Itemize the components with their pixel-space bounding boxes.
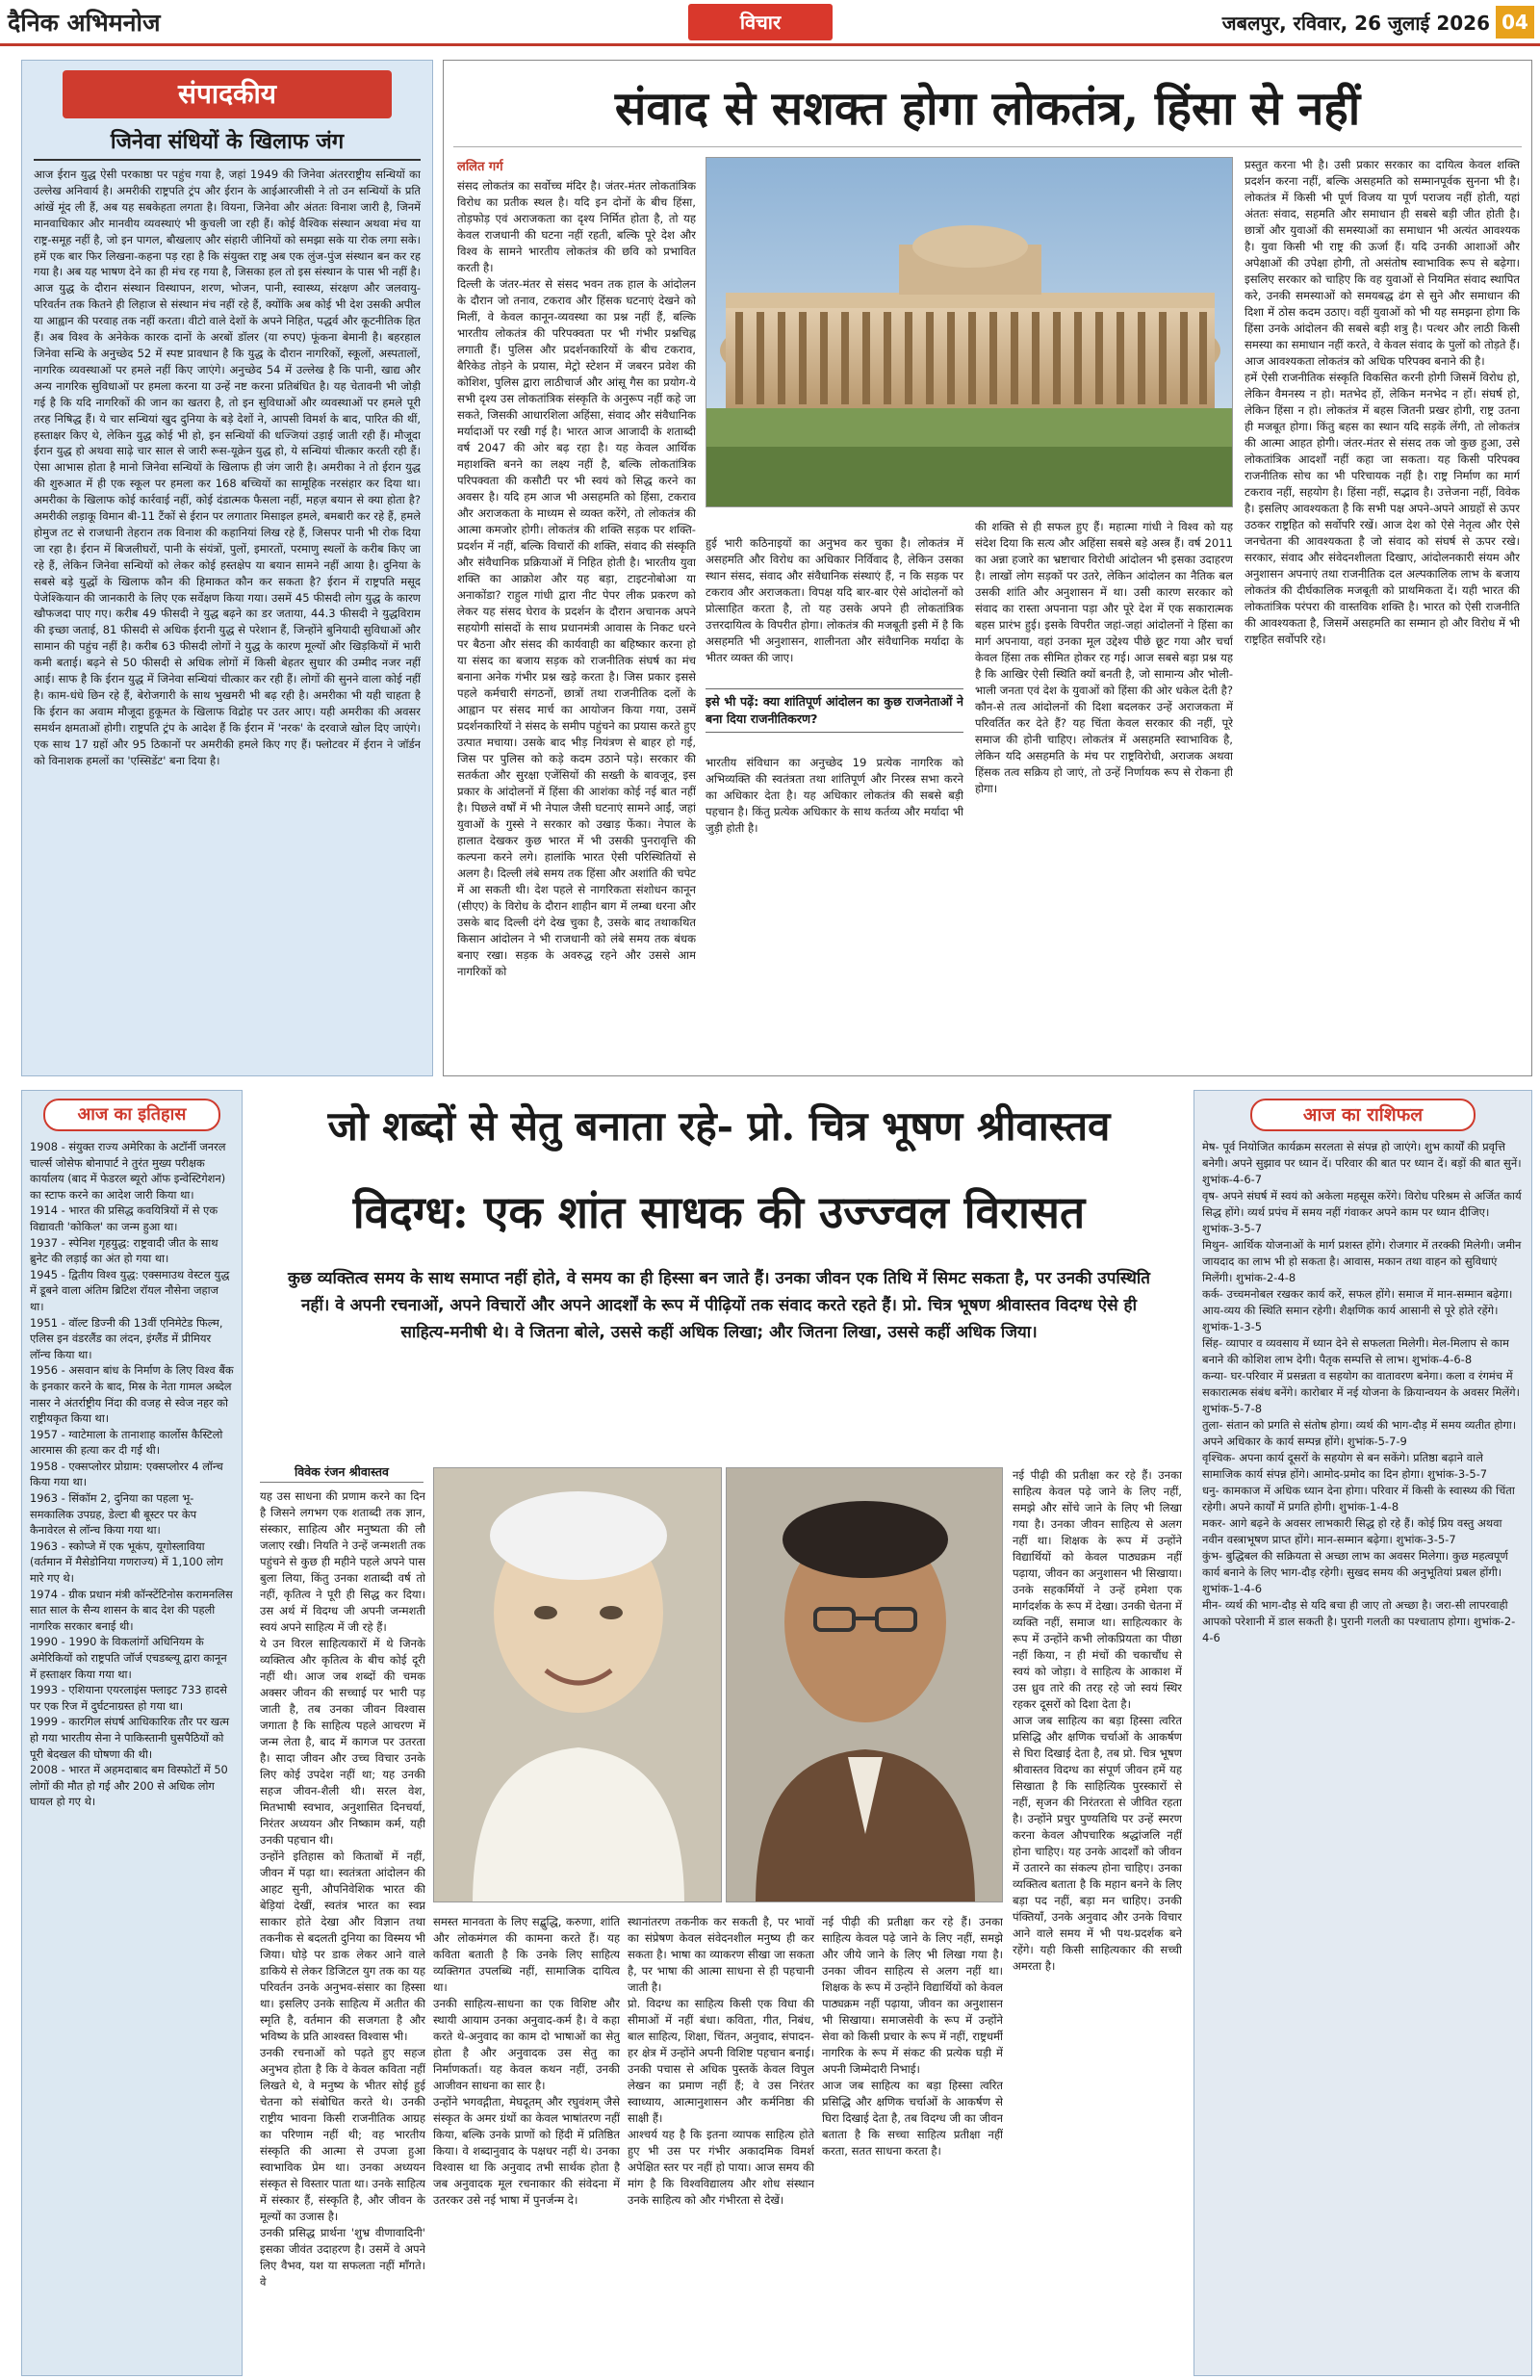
section-tab: विचार xyxy=(688,4,833,40)
feature-subheadline: विदग्ध: एक शांत साधक की उज्ज्वल विरासत xyxy=(352,1186,1086,1238)
lead-column: संसद लोकतंत्र का सर्वोच्च मंदिर है। जंतर-मंतर लोकतांत्रिक विरोध का प्रतीक स्थल है। यदि इन दोनों के बीच हिंसा, तोड़फोड़ एवं अराजकता का दृश्य निर्मित होता है, तो यह केवल राजधानी की घटना नहीं रहती, बल्कि पूरे देश और विश्व के सामने भारतीय लोकतंत्र की छवि को प्रभावित करती है। दिल्ली के जंतर-मंतर से संसद भवन तक हाल के आंदोलन के दौरान जो तनाव, टकराव और हिंसक घटनाएं देखने को मिलीं, वे केवल कानून-व्यवस्था का प्रश्न नहीं हैं, बल्कि भारतीय लोकतंत्र की परिपक्वता पर भी गंभीर प्रश्नचिह्न लगाती हैं। पुलिस और प्रदर्शनकारियों के बीच टकराव, बैरिकेड तोड़ने के प्रयास, मेट्रो स्टेशन में जबरन प्रवेश की कोशिश, पुलिस द्वारा लाठीचार्ज और आंसू गैस का प्रयोग-ये सभी दृश्य उस लोकतांत्रिक संस्कृति के अनुरूप नहीं कहे जा सकते, जिसकी आधारशिला अहिंसा, संवाद और संवैधानिक मर्यादाओं पर रखी गई है। भारत आज आजादी के शताब्दी वर्ष 2047 की ओर बढ़ रहा है। यह केवल आर्थिक महाशक्ति बनने का लक्ष्य नहीं है, बल्कि लोकतांत्रिक परिपक्वता की कसौटी पर भी स्वयं को सिद्ध करने का अवसर है। यदि हम आज भी असहमति को हिंसा, टकराव और अराजकता के माध्यम से व्यक्त करेंगे, तो लोकतंत्र की आत्मा कमजोर होगी। लोकतंत्र की शक्ति सड़क पर शक्ति-प्रदर्शन में नहीं, बल्कि विचारों की शक्ति, संवाद की संस्कृति और संवैधानिक प्रक्रियाओं में निहित होती है। भारतीय युवा शक्ति का आक्रोश और यह बड़ा, टाइटनोबोआ या अनाकोंडा? राहुल गांधी द्वारा नीट पेपर लीक प्रकरण को लेकर यह संसद घेराव के प्रदर्शन के दौरान अचानक अपने सहयोगी सांसदों के साथ प्रधानमंत्री आवास के निकट धरने पर बैठना और संसद की कार्यवाही का बहिष्कार करना हो या संसद का बजाय सड़क को राजनीतिक संघर्ष का मंच बनाना अनेक गंभीर प्रश्न खड़े करता है। जिस प्रकार इससे पहले कर्मचारी संगठनों, छात्रों तथा राजनीतिक दलों के आह्वान पर संसद मार्च का आयोजन किया गया, उसमें प्रदर्शनकारियों ने संसद के समीप पहुंचने का प्रयास करते हुए उत्पात मचाया। उसके बाद भीड़ नियंत्रण से बाहर हो गई, जिस पर पुलिस को कड़े कदम उठाने पड़े। सरकार की सतर्कता और सुरक्षा एजेंसियों की सख्ती के बावजूद, इस प्रकार के आंदोलनों में हिंसा की आशंका कोई नई बात नहीं है। पिछले वर्षों में भी नेपाल जैसी घटनाएं सामने आईं, जहां युवाओं के गुस्से ने सरकार को उखाड़ फेंका। नेपाल के हालात देखकर कुछ भारत में भी उसकी पुनरावृत्ति की कल्पना करने लगे। हालांकि भारत ऐसी परिस्थितियों से अलग है। दिल्ली लंबे समय तक हिंसा और अशांति की चपेट में आ सकती थी। देश पहले से नागरिकता संशोधन कानून (सीएए) के विरोध के दौरान शाहीन बाग में लम्बा धरना और उसके बाद दिल्ली दंगे देख चुका है, उसके बाद तथाकथित किसान आंदोलन ने भी राजधानी को लंबे समय तक बंधक बनाए रखा। सड़क के अवरुद्ध रहने और उससे आम नागरिकों को xyxy=(457,179,696,978)
feature-article xyxy=(252,1090,1186,2376)
dateline: जबलपुर, रविवार, 26 जुलाई 2026 xyxy=(1221,12,1490,35)
editorial-body: आज ईरान युद्ध ऐसी परकाष्ठा पर पहुंच गया है, जहां 1949 की जिनेवा अंतरराष्ट्रीय सन्धियों का उल्लेख अनिवार्य है। अमरीकी राष्ट्रपति ट्रंप और ईरान के आईआरजीसी ने तो उन सन्धियों के प्रति आंखें मूंद ली हैं, अब यह सबकेहता लगता है। वियना, जिनेवा और अंततः विनाश जारी है, जिनमें मानवाधिकार और मानवीय व्यवस्थाएं भी कुचली जा रही हैं। कोई वैश्विक संस्थान अथवा मंच या राष्ट्र-समूह नहीं है, जो इन पागल, बौखलाए और संहारी जीनियों को समझा सके या रोक लगा सके। हमें एक बार फिर लिखना-कहना पड़ रहा है कि संयुक्त राष्ट्र अब एक लुंज-पुंज संस्थान बन कर रह गया है। अब यह भाषण देने का ही मंच रह गया है, जिसका हल तो इस संस्थान के पास भी नहीं है। आज युद्ध के दौरान संस्थान विस्थापन, शरण, भोजन, पानी, स्वास्थ्य, संरक्षण और जलवायु-परिवर्तन तक कितने ही लिहाज से संस्थान मंच नहीं रहे हैं, क्योंकि अब कोई भी देश उसकी अपील या आह्वान की परवाह तक नहीं करता। वीटो वाले देशों के अपने निहित, पद्धर्व और कूटनीतिक हित हैं। अब विश्व के अनेकेक कारक दानों के अरबों डॉलर (या रुपए) फूंकना बेमानी है। बहरहाल जिनेवा सन्धि के अनुच्छेद 52 में स्पष्ट प्रावधान है कि युद्ध के दौरान नागरिकों, स्कूलों, अस्पतालों, नागरिक व्यवस्थाओं पर हमले नहीं किए जाएंगे। अनुच्छेद 54 में उल्लेख है कि पानी, खाद्य और अन्य नागरिक सुविधाओं पर हमला करना या उन्हें नष्ट करना प्रतिबंधित है। यह चेतावनी भी जोड़ी गई है कि यदि नागरिकों की जान का खतरा है, तो इन सुविधाओं और व्यवस्थाओं पर हमले पूरी तरह निषिद्ध हैं। ये चार सन्धियां खुद दुनिया के बड़े देशों ने, आपसी विमर्श के बाद, पारित की थीं, हस्ताक्षर किए थे, लेकिन युद्ध कोई भी हो, इन सन्धियों की धज्जियां उड़ाई जाती रही हैं। मौजूदा ईरान युद्ध हो अथवा साढ़े चार साल से जारी रूस-यूक्रेन युद्ध हो, ये सन्धियां चीत्कार करती रही हैं। ऐसा आभास होता है मानो जिनेवा सन्धियों के खिलाफ ही जंग जारी है। अमरीका ने तो ईरान युद्ध की शुरुआत में ही एक स्कूल पर हमला कर 168 बच्चियों का सामूहिक नरसंहार कर दिया था। अमरीका के खिलाफ कोई कार्रवाई नहीं, कोई दंडात्मक फैसला नहीं, महज़ बयान से क्या होता है? अमरीकी लड़ाकू विमान बी-11 टैंकों से ईरान पर लगातार मिसाइल हमले, बमबारी कर रहे हैं, हमले होमुज तट से राजधानी तेहरान तक विनाश की कहानियां लिख रहे हैं, जिसपर पानी भी रोक दिया जा रहा है। ईरान में बिजलीघरों, पानी के संयंत्रों, पुलों, इमारतों, परमाणु स्थलों के करीब किए जा रहे हैं, लेकिन जिनेवा सन्धियों को लेकर कोई हस्तक्षेप या बयान सामने नहीं आया है। दुनिया के सबसे बड़े युद्धों के खिलाफ कौन की हिमाकत कौन कर सकता है? ईरान में राष्ट्रपति मसूद पेजेश्कियान की जानकारी के लिए एक सर्वेक्षण किया गया। उसमें 45 फीसदी लोग युद्ध के कारण खौफजदा पाए गए। करीब 49 फीसदी ने युद्ध बढ़ने का डर जताया, 44.3 फीसदी ने युद्धविराम की इच्छा जताई, 81 फीसदी से अधिक ईरानी युद्ध से परेशान हैं, जिन्होंने बुनियादी सुविधाओं और सामान की पहुंच नहीं है। करीब 63 फीसदी लोगों ने युद्ध के कारण मूल्यों और खिड़कियों में भारी कमी बताई। बढ़ने से 50 फीसदी से अधिक लोगों में किसी बेहतर सुधार की उम्मीद नजर नहीं आई। साफ है कि ईरान युद्ध में जिनेवा सन्धियां चीत्कार कर रही हैं। लोगों की सुनने वाला कोई नहीं है। काम-धंधे छिन रहे हैं, बेरोजगारी के साथ भुखमरी भी बढ़ रही है। अमरीका भी यही चाहता है कि ईरान का अवाम मौजूदा हुकूमत के खिलाफ विद्रोह पर उतर आए। यही अमरीका की अवसर समर्थन क्षमताओं होगी। राष्ट्रपति ट्रंप के आदेश हैं कि ईरान में 'नरक' के दरवाजे खोल दिए जाएंगे। एक साथ 17 ग्रहों और 95 ठिकानों पर अमरीकी हमले किए गए हैं। फ्लोटवर में ईरान ने जॉर्डन को विनाशक हमलों का 'एस्सिडेंट' बना दिया है। xyxy=(34,168,421,767)
lead-column: प्रस्तुत करना भी है। उसी प्रकार सरकार का दायित्व केवल शक्ति प्रदर्शन करना नहीं, बल्कि असहमति को सम्मानपूर्वक सुनना भी है। लोकतंत्र में किसी भी पूर्ण विजय या पूर्ण पराजय नहीं होती, यहां अंततः संवाद, सहमति और समाधान ही सबसे बड़ी जीत होती है। छात्रों और युवाओं की समस्याओं का समाधान भी अत्यंत आवश्यक है। युवा किसी भी राष्ट्र की ऊर्जा हैं। यदि उनकी आशाओं और अपेक्षाओं की उपेक्षा होगी, तो असंतोष स्वाभाविक रूप से बढ़ेगा। इसलिए सरकार को चाहिए कि वह युवाओं से नियमित संवाद स्थापित करे, उनकी समस्याओं को समयबद्ध ढंग से सुने और समाधान की दिशा में ठोस कदम उठाए। वहीं युवाओं को भी यह समझना होगा कि हिंसा उनके आंदोलन की सबसे बड़ी शत्रु है। पत्थर और लाठी किसी समस्या का समाधान नहीं करते, वे केवल संवाद के पुलों को तोड़ते हैं। आज आवश्यकता लोकतंत्र को अधिक परिपक्व बनाने की है। हमें ऐसी राजनीतिक संस्कृति विकसित करनी होगी जिसमें विरोध हो, लेकिन वैमनस्य न हो। मतभेद हों, लेकिन मनभेद न हों। संघर्ष हो, लेकिन हिंसा न हो। लोकतंत्र में बहस जितनी प्रखर होगी, राष्ट्र उतना ही मजबूत होगा। किंतु बहस का स्थान यदि सड़कें लेंगी, तो लोकतंत्र की आत्मा आहत होगी। जंतर-मंतर से संसद तक जो कुछ हुआ, उसे लोकतांत्रिक आदर्शों नहीं कहा जा सकता। यह किसी परिपक्व राजनीतिक सोच का भी परिचायक नहीं है। राष्ट्र निर्माण का मार्ग टकराव नहीं, सहयोग है। हिंसा नहीं, सद्भाव है। उत्तेजना नहीं, विवेक है। इसलिए आवश्यकता है कि सभी पक्ष अपने-अपने आग्रहों से ऊपर उठकर राष्ट्रहित को सर्वोपरि रखें। आज देश को ऐसे नेतृत्व और ऐसे जनचेतना की आवश्यकता है जो संवाद को संघर्ष से ऊपर रखे। सरकार, संवाद और संवेदनशीलता दिखाए, आंदोलनकारी संयम और अनुशासन अपनाएं तथा राजनीतिक दल अल्पकालिक लाभ के बजाय लोकतंत्र की दीर्घकालिक मजबूती को प्राथमिकता दें। यही भारत की लोकतांत्रिक परंपरा की वास्तविक शक्ति है। भारत को ऐसी राजनीति की आवश्यकता है, जिसमें असहमति का सम्मान हो और विरोध में भी राष्ट्रहित सर्वोपरि रहे। xyxy=(1245,158,1520,646)
history-body: 1908 - संयुक्त राज्य अमेरिका के अटॉर्नी जनरल चार्ल्स जोसेफ बोनापार्ट ने तुरंत मुख्य परीक्षक कार्यालय (बाद में फेडरल ब्यूरो ऑफ इन्वेस्टिगेशन) का स्टाफ करने का आदेश जारी किया था। 1914 - भारत की प्रसिद्ध कवयित्रियों में से एक विद्यावती 'कोकिल' का जन्म हुआ था। 1937 - स्पेनिश गृहयुद्ध: राष्ट्रवादी जीत के साथ ब्रुनेट की लड़ाई का अंत हो गया था। 1945 - द्वितीय विश्व युद्ध: एक्समाउथ वेस्टल युद्ध में डूबने वाला अंतिम ब्रिटिश रॉयल नौसेना जहाज था। 1951 - वॉल्ट डिज्नी की 13वीं एनिमेटेड फिल्म, एलिस इन वंडरलैंड का लंदन, इंग्लैंड में प्रीमियर लॉन्च किया था। 1956 - असवान बांध के निर्माण के लिए विश्व बैंक के इनकार करने के बाद, मिस्र के नेता गामल अब्देल नासर ने अंतर्राष्ट्रीय निंदा की वजह से स्वेज नहर को राष्ट्रीयकृत किया था। 1957 - ग्वाटेमाला के तानाशाह कार्लोस कैस्टिलो आरमास की हत्या कर दी गई थी। 1958 - एक्सप्लोरर प्रोग्राम: एक्सप्लोरर 4 लॉन्च किया गया था। 1963 - सिंकॉम 2, दुनिया का पहला भू-समकालिक उपग्रह, डेल्टा बी बूस्टर पर केप कैनावेरल से लॉन्च किया गया था। 1963 - स्कोप्जे में एक भूकंप, यूगोस्लाविया (वर्तमान में मैसेडोनिया गणराज्य) में 1,100 लोग मारे गए थे। 1974 - ग्रीक प्रधान मंत्री कॉन्स्टेंटिनोस करामनलिस सात साल के सैन्य शासन के बाद देश की पहली नागरिक सरकार बनाई थी। 1990 - 1990 के विकलांगों अधिनियम के अमेरिकियों को राष्ट्रपति जॉर्ज एचडब्ल्यू द्वारा कानून में हस्ताक्षर किया गया था। 1993 - एशियाना एयरलाइंस फ्लाइट 733 हादसे पर एक रिज में दुर्घटनाग्रस्त हो गया था। 1999 - कारगिल संघर्ष आधिकारिक तौर पर खत्म हो गया भारतीय सेना ने पाकिस्तानी घुसपैठियों को पूरी बेदखल की घोषणा की थी। 2008 - भारत में अहमदाबाद बम विस्फोटों में 50 लोगों की मौत हो गई और 200 से अधिक लोग घायल हो गए थे। xyxy=(30,1140,234,1809)
lead-column xyxy=(706,519,963,1064)
editorial-column xyxy=(21,60,433,1076)
lead-column: की शक्ति से ही सफल हुए हैं। महात्मा गांधी ने विश्व को यह संदेश दिया कि सत्य और अहिंसा सबसे बड़े अस्त्र हैं। वर्ष 2011 का अन्ना हजारे का भ्रष्टाचार विरोधी आंदोलन भी इसका उदाहरण है। लाखों लोग सड़कों पर उतरे, लेकिन आंदोलन का नैतिक बल उसकी शांति और अनुशासन में था। उसी कारण सरकार को संवाद का रास्ता अपनाना पड़ा और पूरे देश में एक सकारात्मक बहस प्रारंभ हुई। इसके विपरीत जहां-जहां आंदोलनों ने हिंसा का मार्ग अपनाया, वहां उनका मूल उद्देश्य पीछे छूट गया और चर्चा केवल हिंसा तक सीमित होकर रह गई। आज सबसे बड़ा प्रश्न यह है कि आखिर ऐसी स्थिति क्यों बनती है, जो सामान्य और भोली-भाली जनता एवं देश के युवाओं को हिंसा की ओर धकेल देती है? कौन-से तत्व आंदोलनों की दिशा बदलकर उन्हें अराजकता में परिवर्तित कर देते हैं? यह चिंता केवल सरकार की नहीं, पूरे समाज की होनी चाहिए। लोकतंत्र में असहमति स्वाभाविक है, लेकिन यदि असहमति के मंच पर राष्ट्रविरोधी, अराजक अथवा हिंसक तत्व सक्रिय हो जाएं, तो उन्हें निर्णायक रूप से रोकना ही होगा। xyxy=(975,520,1233,795)
portrait-photo xyxy=(726,1467,1003,1902)
lead-article xyxy=(443,60,1532,1076)
portrait-illustration xyxy=(727,1468,1003,1902)
parliament-photo xyxy=(706,157,1233,507)
lead-author: ललित गर्ग xyxy=(457,160,503,174)
lead-column-text: भारतीय संविधान का अनुच्छेद 19 प्रत्येक नागरिक को अभिव्यक्ति की स्वतंत्रता तथा शांतिपूर्ण और निरस्त्र सभा करने का अधिकार देता है। यह अधिकार लोकतंत्र की सबसे बड़ी पहचान है। किंतु प्रत्येक अधिकार के साथ कर्तव्य और मर्यादा भी जुड़ी होती है। xyxy=(706,756,963,835)
lead-column-text: हुई भारी कठिनाइयों का अनुभव कर चुका है। लोकतंत्र में असहमति और विरोध का अधिकार निर्विवाद है, लेकिन उसका स्थान संसद, संवाद और संवैधानिक संस्थाएं हैं, न कि सड़क पर टकराव और अराजकता। विपक्ष यदि बार-बार ऐसे आंदोलनों को प्रोत्साहित करता है, तो यह उसके अपने ही लोकतांत्रिक उत्तरदायित्व के विपरीत होगा। लोकतंत्र की मजबूती इसी में है कि असहमति भी अनुशासन, शालीनता और संवैधानिक मर्यादा के भीतर व्यक्त की जाए। xyxy=(706,536,963,664)
feature-author: विवेक रंजन श्रीवास्तव xyxy=(260,1463,424,1483)
feature-column: समस्त मानवता के लिए सद्बुद्धि, करुणा, शांति और लोकमंगल की कामना करते हैं। यह कविता बताती है कि उनके लिए साहित्य व्यक्तिगत उपलब्धि नहीं, सामाजिक दायित्व था। उनकी साहित्य-साधना का एक विशिष्ट और स्थायी आयाम उनका अनुवाद-कर्म है। वे कहा करते थे-अनुवाद का काम दो भाषाओं का सेतु होता है और अनुवादक उस सेतु का निर्माणकर्ता। यह केवल कथन नहीं, उनकी आजीवन साधना का सार है। उन्होंने भगवद्गीता, मेघदूतम् और रघुवंशम् जैसे संस्कृत के अमर ग्रंथों का केवल भाषांतरण नहीं किया, बल्कि उनके प्राणों को हिंदी में प्रतिष्ठित किया। वे शब्दानुवाद के पक्षधर नहीं थे। उनका विश्वास था कि अनुवाद तभी सार्थक होता है जब अनुवादक मूल रचनाकार की संवेदना में उतरकर उसे नई भाषा में पुनर्जन्म दे। xyxy=(433,1915,620,2207)
editorial-title: जिनेवा संधियों के खिलाफ जंग xyxy=(34,126,421,161)
portrait-illustration xyxy=(434,1468,722,1902)
history-column xyxy=(21,1090,243,2376)
feature-headline: जो शब्दों से सेतु बनाता रहे- प्रो. चित्र भूषण श्रीवास्तव xyxy=(327,1102,1111,1150)
feature-column: यह उस साधना की प्रणाम करने का दिन है जिसने लगभग एक शताब्दी तक ज्ञान, संस्कार, साहित्य और मनुष्यता की लौ जलाए रखी। नियति ने उन्हें जन्मशती तक पहुंचने से कुछ ही महीने पहले अपने पास बुला लिया, किंतु उनका शताब्दी वर्ष तो नहीं, कृतित्व ने पूरी ही सिद्ध कर दिया। उस अर्थ में विदग्ध जी अपनी जन्मशती स्वयं अपने साहित्य में जी रहे हैं। ये उन विरल साहित्यकारों में थे जिनके व्यक्तित्व और कृतित्व के बीच कोई दूरी नहीं थी। आज जब शब्दों की चमक अक्सर जीवन की सच्चाई पर भारी पड़ जाती है, तब उनका जीवन विश्वास जगाता है कि साहित्य पहले आचरण में जन्म लेता है, बाद में कागज पर उतरता है। सादा जीवन और उच्च विचार उनके लिए कोई उपदेश नहीं था; यह उनकी सहज जीवन-शैली थी। सरल वेश, मितभाषी स्वभाव, अनुशासित दिनचर्या, निरंतर अध्ययन और निष्काम कर्म, यही उनकी पहचान थी। उन्होंने इतिहास को किताबों में नहीं, जीवन में पढ़ा था। स्वतंत्रता आंदोलन की आहट सुनी, औपनिवेशिक भारत की बेड़ियां देखीं, स्वतंत्र भारत का स्वप्न साकार होते देखा और विज्ञान तथा तकनीक से बदलती दुनिया का विस्मय भी जिया। घोड़े पर डाक लेकर आने वाले डाकिये से लेकर डिजिटल युग तक का यह परिवर्तन उनके अनुभव-संसार का हिस्सा था। इसलिए उनके साहित्य में अतीत की स्मृति है, वर्तमान की सजगता है और भविष्य के प्रति आश्वस्त विश्वास भी। उनकी रचनाओं को पढ़ते हुए सहज अनुभव होता है कि वे केवल कविता नहीं लिखते थे, वे मनुष्य के भीतर सोई हुई चेतना को संबोधित करते थे। उनकी राष्ट्रीय भावना किसी राजनीतिक आग्रह का परिणाम नहीं थी; वह भारतीय संस्कृति की आत्मा से उपजा हुआ स्वाभाविक प्रेम था। उनका अध्ययन संस्कृत से विस्तार पाता था। उनके साहित्य में संस्कार हैं, संस्कृति है, और जीवन के मूल्यों का उजास है। उनकी प्रसिद्ध प्रार्थना 'शुभ्र वीणावादिनी' इसका जीवंत उदाहरण है। उसमें वे अपने लिए वैभव, यश या सफलता नहीं माँगते। वे xyxy=(260,1489,425,2289)
feature-column: नई पीढ़ी की प्रतीक्षा कर रहे हैं। उनका साहित्य केवल पढ़े जाने के लिए नहीं, समझे और जीये जाने के लिए भी लिखा गया है। उनका जीवन साहित्य से अलग नहीं था। शिक्षक के रूप में उन्होंने विद्यार्थियों को केवल पाठ्यक्रम नहीं पढ़ाया, जीवन का अनुशासन भी सिखाया। समाजसेवी के रूप में उन्होंने सेवा को किसी प्रचार के रूप में नहीं, राष्ट्रधर्मी नागरिक के रूप में संकट की प्रत्येक घड़ी में अपनी जिम्मेदारी निभाई। आज जब साहित्य का बड़ा हिस्सा त्वरित प्रसिद्धि और क्षणिक चर्चाओं के आकर्षण से घिरा दिखाई देता है, तब विदग्ध जी का जीवन बताता है कि सच्चा साहित्य प्रतीक्षा नहीं करता, सतत साधना करता है। xyxy=(822,1915,1003,2158)
pull-quote: इसे भी पढ़ें: क्या शांतिपूर्ण आंदोलन का कुछ राजनेताओं ने बना दिया राजनीतिकरण? xyxy=(706,688,963,733)
page-number: 04 xyxy=(1496,6,1534,39)
editorial-banner: संपादकीय xyxy=(63,70,392,118)
feature-deck: कुछ व्यक्तित्व समय के साथ समाप्त नहीं होते, वे समय का ही हिस्सा बन जाते हैं। उनका जीवन एक तिथि में सिमट सकता है, पर उनकी उपस्थिति नहीं। वे अपनी रचनाओं, अपने विचारों और अपने आदर्शों के रूप में पीढ़ियों तक संवाद करते रहते हैं। प्रो. चित्र भूषण श्रीवास्तव विदग्ध ऐसे ही साहित्य-मनीषी थे। वे जितना बोले, उससे कहीं अधिक लिखा; और जितना लिखा, उससे कहीं अधिक जिया। xyxy=(287,1269,1150,1342)
masthead xyxy=(0,0,1540,46)
portrait-photo xyxy=(433,1467,722,1902)
lead-headline: संवाद से सशक्त होगा लोकतंत्र, हिंसा से नहीं xyxy=(453,70,1522,147)
feature-column: नई पीढ़ी की प्रतीक्षा कर रहे हैं। उनका साहित्य केवल पढ़े जाने के लिए नहीं, समझे और सोंचे जाने के लिए भी लिखा गया है। उनका जीवन साहित्य से अलग नहीं था। शिक्षक के रूप में उन्होंने विद्यार्थियों को केवल पाठ्यक्रम नहीं पढ़ाया, जीवन का अनुशासन भी सिखाया। उनके सहकर्मियों ने उन्हें हमेशा एक मार्गदर्शक के रूप में देखा। उनकी चेतना में व्यक्ति नहीं, समाज था। साहित्यकार के रूप में उन्होंने कभी लोकप्रियता का पीछा नहीं किया, न ही मंचों की चकाचौंध से स्वयं को जोड़ा। वे साहित्य के आकाश में उस ध्रुव तारे की तरह रहे जो स्वयं स्थिर रहकर दूसरों को दिशा देता है। आज जब साहित्य का बड़ा हिस्सा त्वरित प्रसिद्धि और क्षणिक चर्चाओं के आकर्षण से घिरा दिखाई देता है, तब प्रो. चित्र भूषण श्रीवास्तव विदग्ध का संपूर्ण जीवन हमें यह सिखाता है कि साहित्यिक पुरस्कारों से नहीं, सृजन की निरंतरता से जीवित रहता है। उन्होंने प्रचुर पुण्यतिथि पर उन्हें स्मरण करना केवल औपचारिक श्रद्धांजलि नहीं होना चाहिए। यह उनके आदर्शों को जीवन में उतारने का संकल्प होना चाहिए। उनका व्यक्तित्व बताता है कि महान बनने के लिए बड़ा पद नहीं, बड़ा मन चाहिए। उनकी पंक्तियाँ, उनके अनुवाद और उनके विचार आने वाले समय में भी पथ-प्रदर्शक बने रहेंगे। यही किसी साहित्यकार की सच्ची अमरता है। xyxy=(1013,1468,1182,1973)
history-heading: आज का इतिहास xyxy=(43,1099,220,1131)
horoscope-heading: आज का राशिफल xyxy=(1250,1099,1476,1131)
newspaper-logo: दैनिक अभिमनोज xyxy=(8,9,161,37)
feature-column: स्थानांतरण तकनीक कर सकती है, पर भावों का संप्रेषण केवल संवेदनशील मनुष्य ही कर सकता है। भाषा का व्याकरण सीखा जा सकता है, पर भाषा की आत्मा साधना से ही पहचानी जाती है। प्रो. विदग्ध का साहित्य किसी एक विधा की सीमाओं में नहीं बंधा। कविता, गीत, निबंध, बाल साहित्य, शिक्षा, चिंतन, अनुवाद, संपादन-हर क्षेत्र में उन्होंने अपनी विशिष्ट पहचान बनाई। उनकी पचास से अधिक पुस्तकें केवल विपुल लेखन का प्रमाण नहीं हैं; वे उस निरंतर स्वाध्याय, आत्मानुशासन और कर्मनिष्ठा की साक्षी हैं। आश्चर्य यह है कि इतना व्यापक साहित्य होते हुए भी उस पर गंभीर अकादमिक विमर्श अपेक्षित स्तर पर नहीं हो पाया। आज समय की मांग है कि विश्वविद्यालय और शोध संस्थान उनके साहित्य को और गंभीरता से देखें। xyxy=(628,1915,814,2207)
horoscope-column xyxy=(1194,1090,1532,2376)
horoscope-body: मेष- पूर्व नियोजित कार्यक्रम सरलता से संपन्न हो जाएंगे। शुभ कार्यों की प्रवृत्ति बनेगी। अपने सुझाव पर ध्यान दें। परिवार की बात पर ध्यान दें। बड़ों की बात सुनें। शुभांक-4-6-7 वृष- अपने संघर्ष में स्वयं को अकेला महसूस करेंगे। विरोध परिश्रम से अर्जित कार्य सिद्ध होंगे। व्यर्थ प्रपंच में समय नहीं गंवाकर अपने काम पर ध्यान दीजिए। शुभांक-3-5-7 मिथुन- आर्थिक योजनाओं के मार्ग प्रशस्त होंगे। रोजगार में तरक्की मिलेगी। जमीन जायदाद का लाभ भी हो सकता है। आवास, मकान तथा वाहन को सुविधाएं मिलेंगी। शुभांक-2-4-8 कर्क- उच्चमनोबल रखकर कार्य करें, सफल होंगे। समाज में मान-सम्मान बढ़ेगा। आय-व्यय की स्थिति समान रहेगी। शैक्षणिक कार्य आसानी से पूरे होते रहेंगे। शुभांक-1-3-5 सिंह- व्यापार व व्यवसाय में ध्यान देने से सफलता मिलेगी। मेल-मिलाप से काम बनाने की कोशिश लाभ देगी। पैतृक सम्पत्ति से लाभ। शुभांक-4-6-8 कन्या- घर-परिवार में प्रसन्नता व सहयोग का वातावरण बनेगा। कला व रंगमंच में सकारात्मक संबंध बनेंगे। कारोबार में नई योजना के क्रियान्वयन के अवसर मिलेंगे। शुभांक-5-7-8 तुला- संतान को प्रगति से संतोष होगा। व्यर्थ की भाग-दौड़ में समय व्यतीत होगा। अपने अधिकार के कार्य सम्पन्न होंगे। शुभांक-5-7-9 वृश्चिक- अपना कार्य दूसरों के सहयोग से बन सकेंगे। प्रतिष्ठा बढ़ाने वाले सामाजिक कार्य संपन्न होंगे। आमोद-प्रमोद का दिन होगा। शुभांक-3-5-7 धनु- कामकाज में अधिक ध्यान देना होगा। परिवार में किसी के स्वास्थ्य की चिंता रहेगी। अपने कार्यों में प्रगति होगी। शुभांक-1-4-8 मकर- आगे बढ़ने के अवसर लाभकारी सिद्ध हो रहे हैं। कोई प्रिय वस्तु अथवा नवीन वस्त्राभूषण प्राप्त होंगे। मान-सम्मान बढ़ेगा। शुभांक-3-5-7 कुंभ- बुद्धिबल की सक्रियता से अच्छा लाभ का अवसर मिलेगा। कुछ महत्वपूर्ण कार्य बनाने के लिए भाग-दौड़ रहेगी। सुखद समय की अनुभूतियां प्रबल होंगी। शुभांक-1-4-6 मीन- व्यर्थ की भाग-दौड़ से यदि बचा ही जाए तो अच्छा है। जरा-सी लापरवाही आपको परेशानी में डाल सकती है। पुरानी गलती का पश्चाताप होगा। शुभांक-2-4-6 xyxy=(1202,1140,1522,1644)
parliament-illustration xyxy=(706,158,1233,507)
